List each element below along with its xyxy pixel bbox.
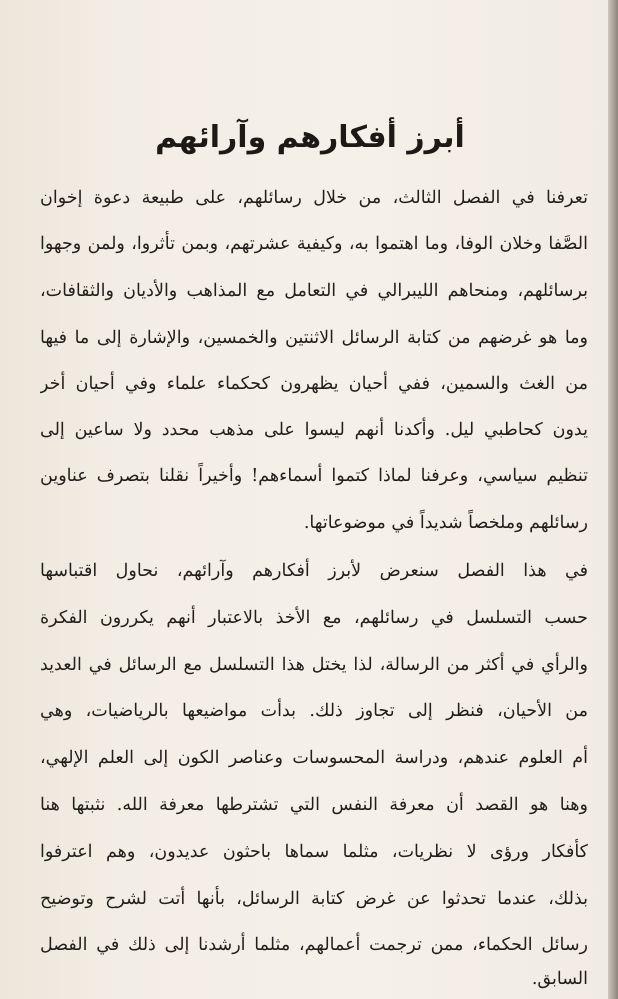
page-edge (608, 0, 618, 999)
text-line: من الأحيان، فنظر إلى تجاوز ذلك. بدأت مواضيعها بالرياضيات، وهي (40, 701, 588, 721)
text-line: رسائل الحكماء، ممن ترجمت أعمالهم، مثلما أرشدنا إلى ذلك في الفصل (40, 935, 588, 955)
text-line: بذلك، عندما تحدثوا عن غرض كتابة الرسائل، بأنها أتت لشرح وتوضيح (40, 889, 588, 909)
text-line: يدون كحاطبي ليل. وأكدنا أنهم ليسوا على مذهب محدد ولا ساعين إلى (40, 420, 588, 440)
text-line: كأفكار ورؤى لا نظريات، مثلما سماها باحثون عديدون، وهم اعترفوا (40, 842, 588, 862)
chapter-title: أبرز أفكارهم وآرائهم (155, 120, 465, 155)
text-line: أم العلوم عندهم، ودراسة المحسوسات وعناصر الكون إلى العلم الإلهي، (40, 748, 588, 768)
text-line: السابق. (531, 969, 588, 989)
text-line: من الغث والسمين، ففي أحيان يظهرون كحكماء علماء وفي أحيان أخر (40, 374, 588, 394)
text-line: تعرفنا في الفصل الثالث، من خلال رسائلهم، على طبيعة دعوة إخوان (40, 188, 588, 208)
text-line: حسب التسلسل في رسائلهم، مع الأخذ بالاعتبار أنهم يكررون الفكرة (40, 608, 588, 628)
text-line: برسائلهم، ومنحاهم الليبرالي في التعامل مع المذاهب والأديان والثقافات، (40, 281, 588, 301)
text-line: تنظيم سياسي، وعرفنا لماذا كتموا أسماءهم! وأخيراً نقلنا بتصرف عناوين (40, 466, 588, 486)
text-line: الصَّفا وخلان الوفا، وما اهتموا به، وكيفية عشرتهم، وبمن تأثروا، ولمن وجهوا (40, 234, 588, 254)
text-line: وما هو غرضهم من كتابة الرسائل الاثنتين والخمسين، والإشارة إلى ما فيها (40, 328, 588, 348)
text-line: في هذا الفصل سنعرض لأبرز أفكارهم وآرائهم، نحاول اقتباسها (40, 561, 588, 581)
text-line: والرأي في أكثر من الرسالة، لذا يختل هذا التسلسل مع الرسائل في العديد (40, 655, 588, 675)
text-line: رسائلهم وملخصاً شديداً في موضوعاتها. (303, 513, 588, 533)
text-line: وهنا هو القصد أن معرفة النفس التي تشترطها معرفة الله. نثبتها هنا (40, 795, 588, 815)
